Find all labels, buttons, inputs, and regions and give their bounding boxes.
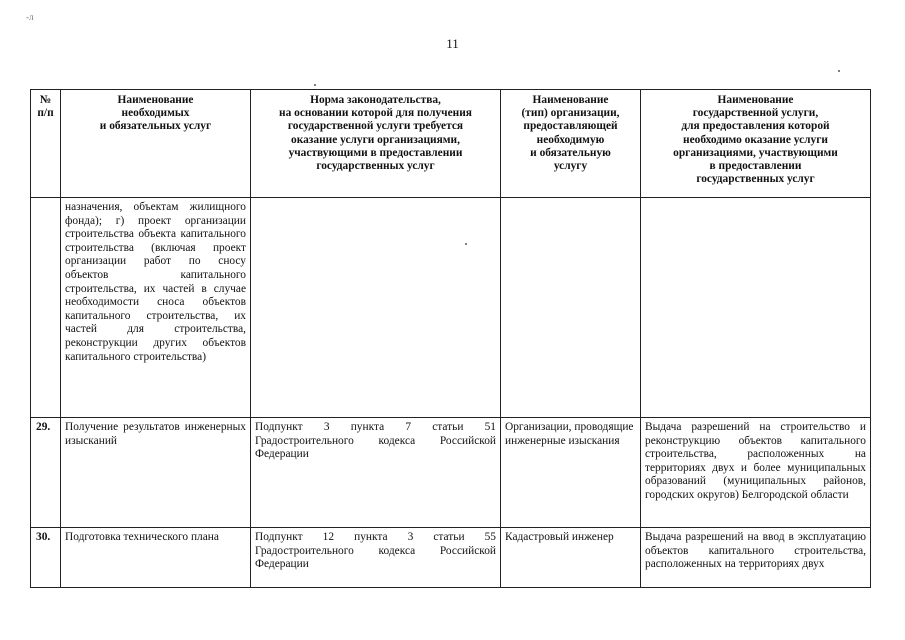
services-table: [30, 89, 871, 588]
row-gov-service: Выдача разрешений на ввод в эксплуатацию объектов капитального строительства, расположенных на территориях двух: [641, 528, 871, 588]
row-number: [31, 198, 61, 418]
row-norm: Подпункт 12 пункта 3 статьи 55 Градостроительного кодекса Российской Федерации: [251, 528, 501, 588]
page-number: 11: [446, 36, 459, 51]
header-gov-service: Наименование государственной услуги, для предоставления которой необходимо оказание услуги организациями, участвующими в предоставлении государственных услуг: [641, 90, 871, 198]
header-legal-norm: Норма законодательства, на основании которой для получения государственной услуги требуется оказание услуги организациями, участвующими в предоставлении государственных услуг: [251, 90, 501, 198]
row-gov-service: Выдача разрешений на строительство и реконструкцию объектов капитального строительства, расположенных на территориях двух и более муниципальных образований (муниципальных районов, городских округов) Белгородской области: [641, 418, 871, 528]
table-row: [31, 198, 871, 418]
row-organization: [501, 198, 641, 418]
table-row: [31, 418, 871, 528]
row-gov-service: [641, 198, 871, 418]
header-service-name: Наименование необходимых и обязательных услуг: [61, 90, 251, 198]
row-number: 30.: [31, 528, 61, 588]
header-organization-type: Наименование (тип) организации, предоставляющей необходимую и обязательную услугу: [501, 90, 641, 198]
row-organization: Организации, проводящие инженерные изыскания: [501, 418, 641, 528]
header-number: № п/п: [31, 90, 61, 198]
row-norm: Подпункт 3 пункта 7 статьи 51 Градостроительного кодекса Российской Федерации: [251, 418, 501, 528]
table-header-row: [31, 90, 871, 198]
row-service: назначения, объектам жилищного фонда); г) проект организации строительства объекта капитального строительства (включая проект организации работ по сносу объектов капитального строительства, их частей в случае необходимости сноса объектов капитального строительства, их частей для строительства, реконструкции других объектов капитального строительства): [61, 198, 251, 418]
corner-mark: -л: [26, 12, 34, 22]
scan-speck: [314, 84, 316, 86]
row-organization: Кадастровый инженер: [501, 528, 641, 588]
row-norm: [251, 198, 501, 418]
table-row: [31, 528, 871, 588]
row-service: Получение результатов инженерных изысканий: [61, 418, 251, 528]
scan-speck: [838, 70, 840, 72]
row-number: 29.: [31, 418, 61, 528]
row-service: Подготовка технического плана: [61, 528, 251, 588]
